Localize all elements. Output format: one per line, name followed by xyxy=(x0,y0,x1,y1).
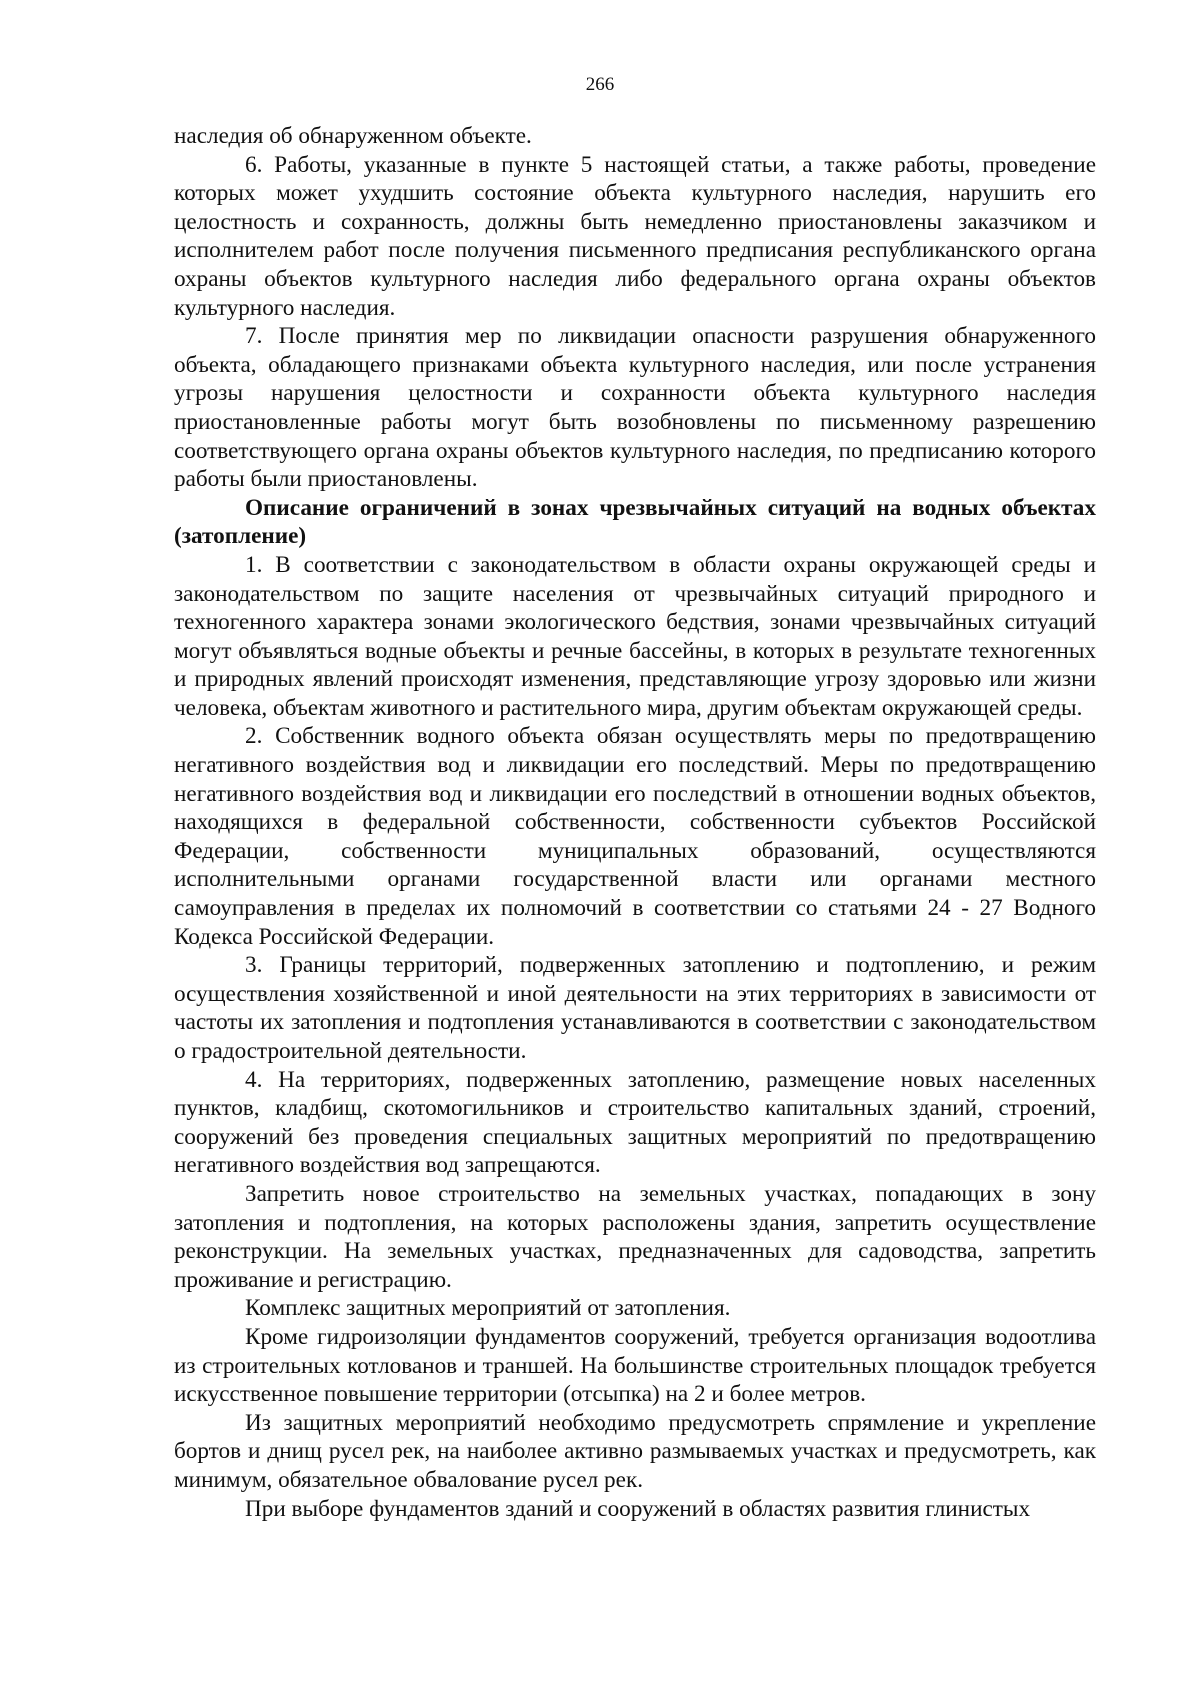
paragraph-waterproofing: Кроме гидроизоляции фундаментов сооружений, требуется организация водоотлива из строительных котлованов и траншей. На большинстве строительных площадок требуется искусственное повышение территории (отсыпка) на 2 и более метров. xyxy=(174,1323,1096,1408)
paragraph-foundations: При выборе фундаментов зданий и сооружений в областях развития глинистых xyxy=(245,1495,1031,1522)
paragraph-item-2: 2. Собственник водного объекта обязан осуществлять меры по предотвращению негативного воздействия вод и ликвидации его последствий. Меры по предотвращению негативного воздействия вод и ликвидации его последствий в отношении водных объектов, находящихся в федеральной собственности, собственности субъектов Российской Федерации, собственности муниципальных образований, осуществляются исполнительными органами государственной власти или органами местного самоуправления в пределах их полномочий в соответствии со статьями 24 - 27 Водного Кодекса Российской Федерации. xyxy=(174,723,1096,950)
paragraph-item-3: 3. Границы территорий, подверженных затоплению и подтоплению, и режим осуществления хозяйственной и иной деятельности на этих территориях в зависимости от частоты их затопления и подтопления устанавливаются в соответствии с законодательством о градостроительной деятельности. xyxy=(174,952,1096,1064)
section-heading: Описание ограничений в зонах чрезвычайных ситуаций на водных объектах (затопление) xyxy=(174,494,1096,550)
paragraph-item-6: 6. Работы, указанные в пункте 5 настоящей статьи, а также работы, проведение которых может ухудшить состояние объекта культурного наследия, нарушить его целостность и сохранность, должны быть немедленно приостановлены заказчиком и исполнителем работ после получения письменного предписания республиканского органа охраны объектов культурного наследия либо федерального органа охраны объектов культурного наследия. xyxy=(174,151,1096,321)
paragraph-item-7: 7. После принятия мер по ликвидации опасности разрушения обнаруженного объекта, обладающего признаками объекта культурного наследия, или после устранения угрозы нарушения целостности и сохранности объекта культурного наследия приостановленные работы могут быть возобновлены по письменному разрешению соответствующего органа охраны объектов культурного наследия, по предписанию которого работы были приостановлены. xyxy=(174,323,1096,493)
paragraph-item-1: 1. В соответствии с законодательством в области охраны окружающей среды и законодательством по защите населения от чрезвычайных ситуаций природного и техногенного характера зонами экологического бедствия, зонами чрезвычайных ситуаций могут объявляться водные объекты и речные бассейны, в которых в результате техногенных и природных явлений происходят изменения, представляющие угрозу здоровью или жизни человека, объектам животного и растительного мира, другим объектам окружающей среды. xyxy=(174,551,1096,721)
paragraph-item-4: 4. На территориях, подверженных затоплению, размещение новых населенных пунктов, кладбищ, скотомогильников и строительство капитальных зданий, строений, сооружений без проведения специальных защитных мероприятий по предотвращению негативного воздействия вод запрещаются. xyxy=(174,1066,1096,1179)
paragraph-construction-ban: Запретить новое строительство на земельных участках, попадающих в зону затопления и подтопления, на которых расположены здания, запретить осуществление реконструкции. На земельных участках, предназначенных для садоводства, запретить проживание и регистрацию. xyxy=(174,1180,1096,1293)
document-body xyxy=(174,122,1096,1523)
paragraph-continuation: наследия об обнаруженном объекте. xyxy=(174,123,532,149)
paragraph-protective-measures-title: Комплекс защитных мероприятий от затопления. xyxy=(245,1295,731,1322)
paragraph-riverbed-measures: Из защитных мероприятий необходимо предусмотреть спрямление и укрепление бортов и днищ русел рек, на наиболее активно размываемых участках и предусмотреть, как минимум, обязательное обвалование русел рек. xyxy=(174,1409,1096,1493)
page-number: 266 xyxy=(585,74,615,95)
